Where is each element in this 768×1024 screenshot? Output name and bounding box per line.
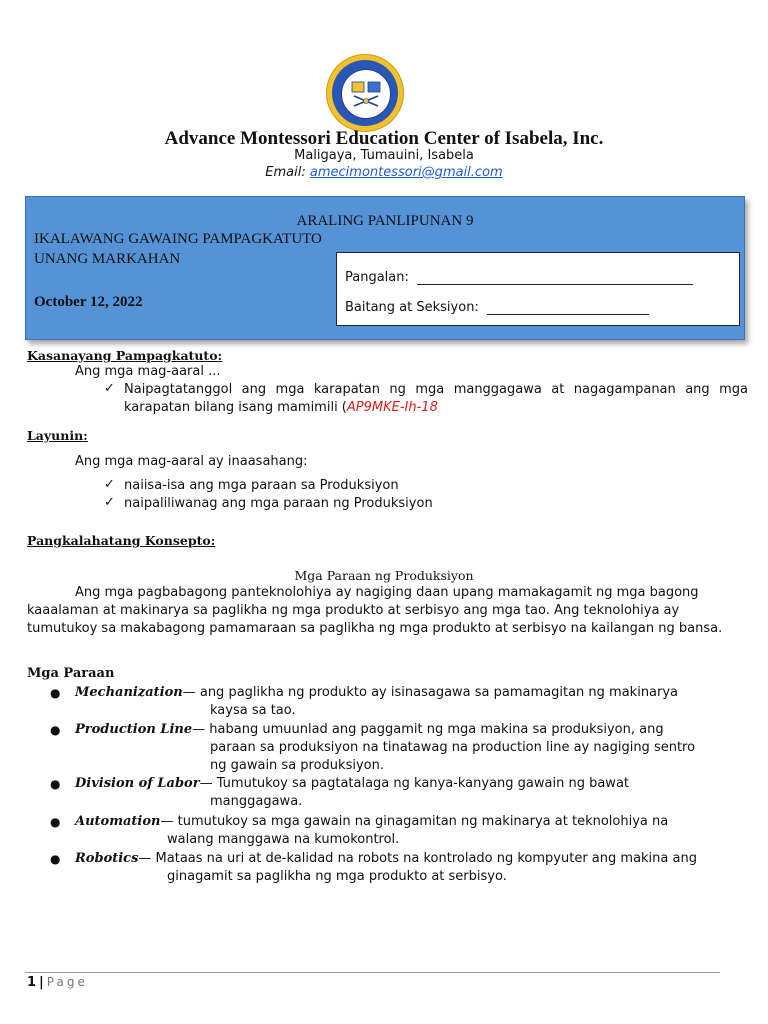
method-desc-cont: manggagawa. — [210, 794, 303, 809]
objective-item: naipaliliwanag ang mga paraan ng Produksiyon — [124, 496, 433, 511]
method-desc-cont: walang manggawa na kumokontrol. — [167, 832, 400, 847]
method-desc-cont: paraan sa produksiyon na tinatawag na production line ay nagiging sentro — [210, 740, 696, 755]
concept-heading: Pangkalahatang Konsepto: — [27, 533, 216, 548]
objective-item: naiisa-isa ang mga paraan sa Produksiyon — [124, 478, 399, 493]
competency-intro: Ang mga mag-aaral ... — [75, 364, 221, 379]
page-word: Page — [46, 975, 88, 989]
quarter-title: UNANG MARKAHAN — [34, 251, 181, 267]
competency-code: AP9MKE-Ih-18 — [346, 400, 438, 415]
competency-heading: Kasanayang Pampagkatuto: — [27, 348, 223, 363]
method-desc-cont: kaysa sa tao. — [210, 703, 296, 718]
concept-paragraph: Ang mga pagbabagong panteknolohiya ay nagiging daan upang mamakagamit ng mga bagong kaaalaman at makinarya sa paglikha ng mga produkto at serbisyo ang mga tao. Ang teknolohiya ay tumutukoy sa makabagong pamamaraan sa paglikha ng mga produkto at serbisyo na kailangan ng bansa. — [27, 585, 723, 636]
competency-text: Naipagtatanggol ang mga karapatan ng mga manggagawa at nagagampanan ang mga karapatan bilang isang mamimili ( — [124, 382, 748, 415]
logo-inner — [341, 69, 391, 119]
title-banner — [25, 196, 745, 340]
school-logo — [327, 55, 403, 131]
bullet-icon: ● — [50, 686, 61, 700]
activity-title: IKALAWANG GAWAING PAMPAGKATUTO — [34, 231, 322, 247]
concept-title: Mga Paraan ng Produksiyon — [294, 568, 474, 583]
bullet-icon: ● — [50, 777, 61, 791]
student-info-box — [336, 252, 740, 326]
section-blank[interactable] — [487, 302, 649, 315]
bullet-icon: ● — [50, 815, 61, 829]
school-name: Advance Montessori Education Center of Isabela, Inc. — [164, 128, 604, 149]
method-item — [75, 775, 629, 793]
section-label: Baitang at Seksiyon: — [345, 300, 479, 315]
method-desc: — habang umuunlad ang paggamit ng mga makina sa produksiyon, ang — [192, 722, 664, 737]
name-field-row — [345, 270, 693, 285]
activity-date: October 12, 2022 — [34, 294, 143, 310]
method-term: Mechanization — [75, 685, 183, 700]
method-item — [75, 850, 697, 868]
page-number: 1 — [27, 975, 37, 990]
method-desc: — tumutukoy sa mga gawain na ginagamitan ng makinarya at teknolohiya na — [160, 814, 669, 829]
page-separator: | — [39, 975, 44, 990]
check-icon: ✓ — [104, 381, 115, 396]
methods-heading: Mga Paraan — [27, 666, 115, 681]
method-term: Division of Labor — [75, 776, 200, 791]
email-label: Email: — [265, 165, 306, 180]
school-address: Maligaya, Tumauini, Isabela — [294, 148, 474, 163]
objectives-heading: Layunin: — [27, 428, 88, 443]
page-footer — [27, 975, 88, 990]
footer-divider — [25, 972, 720, 973]
check-icon: ✓ — [104, 495, 115, 510]
check-icon: ✓ — [104, 477, 115, 492]
crossed-keys-icon — [342, 70, 390, 118]
subject-title: ARALING PANLIPUNAN 9 — [296, 213, 474, 229]
method-term: Robotics — [75, 851, 139, 866]
method-term: Automation — [75, 814, 161, 829]
method-desc-cont: ginagamit sa paglikha ng mga produkto at serbisyo. — [167, 869, 507, 884]
competency-item — [124, 381, 748, 417]
method-desc-cont: ng gawain sa produksiyon. — [210, 758, 384, 773]
method-item — [75, 684, 678, 702]
method-item — [75, 721, 664, 739]
bullet-icon: ● — [50, 723, 61, 737]
bullet-icon: ● — [50, 852, 61, 866]
name-blank[interactable] — [417, 272, 693, 285]
section-field-row — [345, 300, 649, 315]
method-desc: — Tumutukoy sa pagtatalaga ng kanya-kanyang gawain ng bawat — [199, 776, 630, 791]
name-label: Pangalan: — [345, 270, 409, 285]
email-link[interactable]: amecimontessori@gmail.com — [309, 165, 503, 180]
method-desc: — ang paglikha ng produkto ay isinasagawa sa pamamagitan ng makinarya — [182, 685, 679, 700]
method-item — [75, 813, 668, 831]
objectives-intro: Ang mga mag-aaral ay inaasahang: — [75, 454, 308, 469]
method-desc: — Mataas na uri at de-kalidad na robots na kontrolado ng kompyuter ang makina ang — [138, 851, 697, 866]
school-email-line — [0, 165, 768, 180]
method-term: Production Line — [75, 722, 193, 737]
